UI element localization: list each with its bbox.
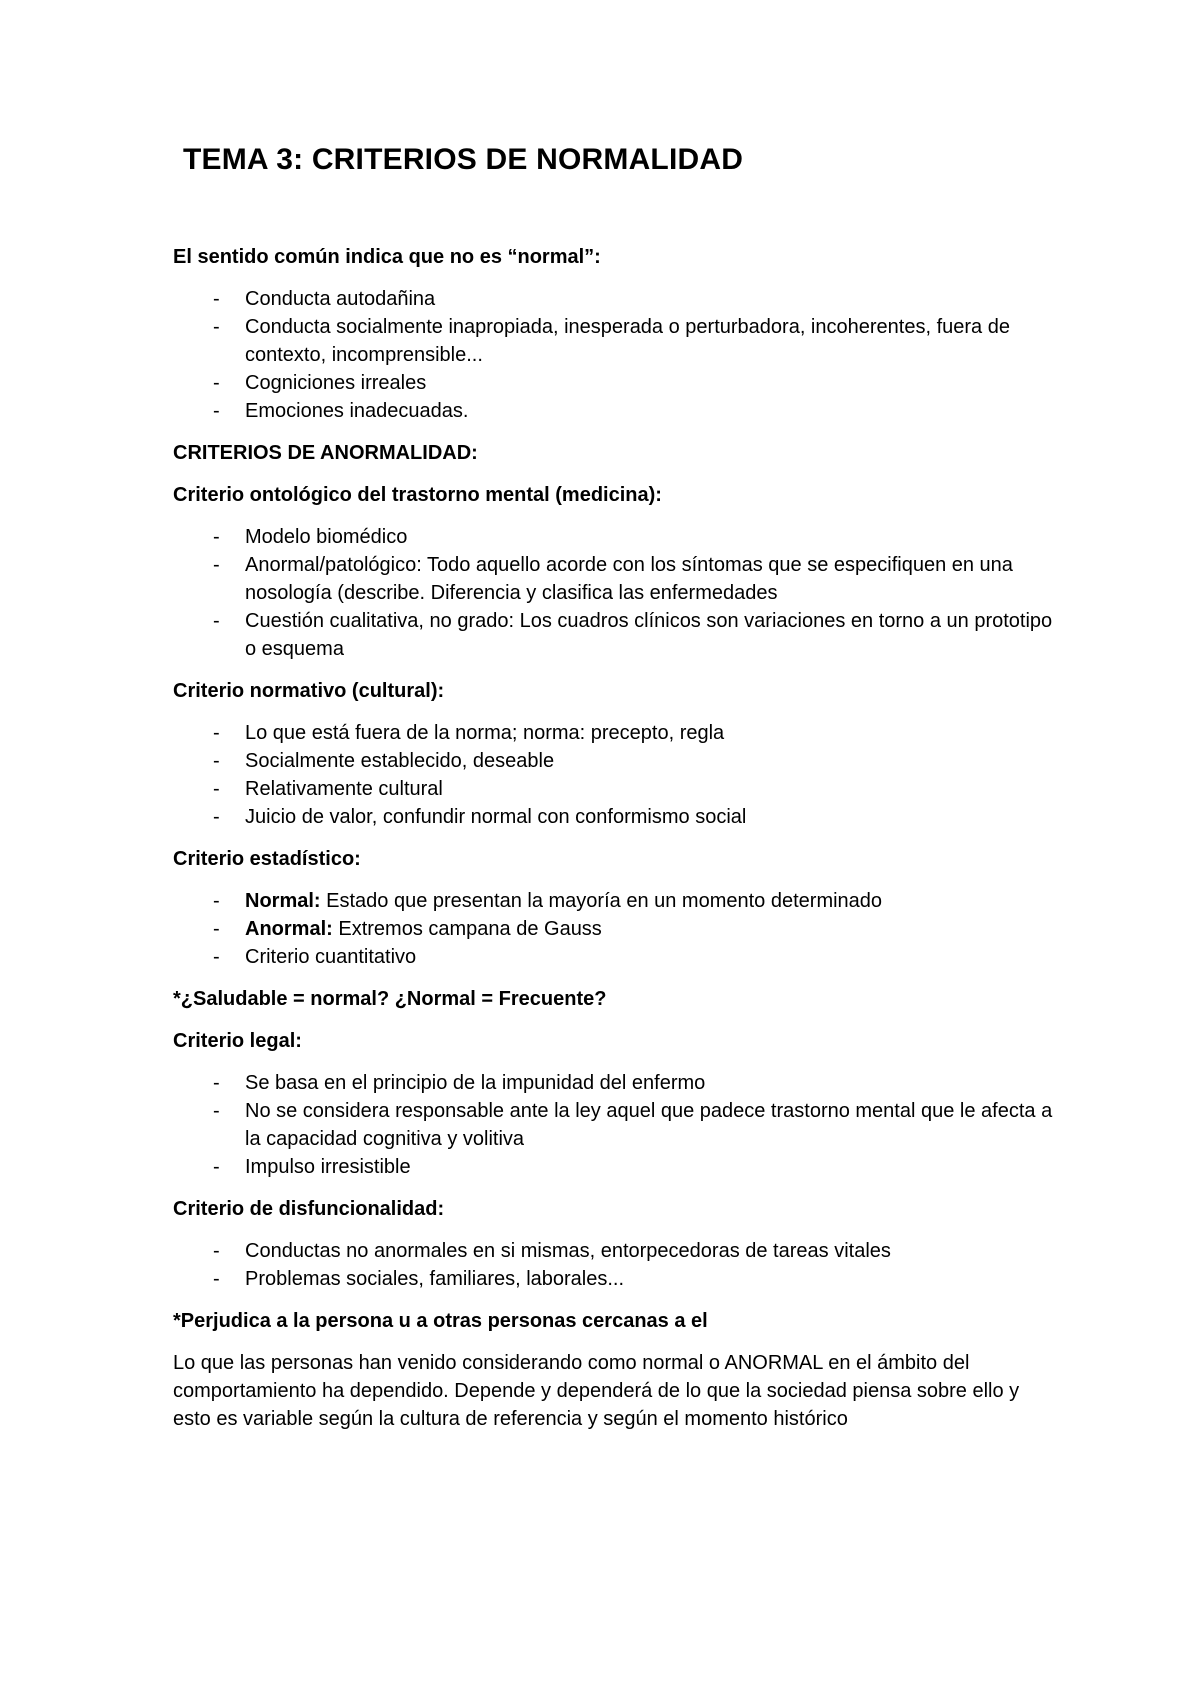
- dash-bullet: -: [213, 554, 220, 576]
- list-item: [173, 803, 1053, 831]
- normativo-heading: Criterio normativo (cultural):: [173, 680, 445, 702]
- dash-bullet: -: [213, 610, 220, 632]
- list-item: [173, 719, 1053, 747]
- list-item: [173, 1069, 1053, 1097]
- dash-bullet: -: [213, 1268, 220, 1290]
- list-item-text: Estado que presentan la mayoría en un momento determinado: [320, 890, 883, 912]
- dash-bullet: -: [213, 750, 220, 772]
- list-item-text: Cuestión cualitativa, no grado: Los cuadros clínicos son variaciones en torno a un prototipo o esquema: [245, 610, 1053, 660]
- list-item-text: Extremos campana de Gauss: [332, 918, 602, 940]
- list-item-text: Modelo biomédico: [245, 526, 408, 548]
- legal-heading: Criterio legal:: [173, 1030, 302, 1052]
- list-item: [173, 607, 1053, 663]
- legal-list: [173, 1069, 1053, 1181]
- list-item-text: Socialmente establecido, deseable: [245, 750, 555, 772]
- list-item: [173, 369, 1053, 397]
- dash-bullet: -: [213, 918, 220, 940]
- list-item-text: Conducta autodañina: [245, 288, 436, 310]
- estadistico-heading: Criterio estadístico:: [173, 848, 361, 870]
- list-item: [173, 775, 1053, 803]
- list-item-text: Cogniciones irreales: [245, 372, 427, 394]
- dash-bullet: -: [213, 372, 220, 394]
- estadistico-list: [173, 887, 1053, 971]
- list-item-text: No se considera responsable ante la ley aquel que padece trastorno mental que le afecta a la capacidad cognitiva y volitiva: [245, 1100, 1053, 1150]
- normal-label: Normal:: [245, 890, 321, 912]
- intro-heading: El sentido común indica que no es “normal”:: [173, 246, 601, 268]
- list-item-text: Impulso irresistible: [245, 1156, 411, 1178]
- dash-bullet: -: [213, 288, 220, 310]
- list-item-text: Juicio de valor, confundir normal con conformismo social: [245, 806, 747, 828]
- dash-bullet: -: [213, 316, 220, 338]
- list-item: [173, 551, 1053, 607]
- dash-bullet: -: [213, 1156, 220, 1178]
- list-item: [173, 887, 1053, 915]
- list-item-text: Problemas sociales, familiares, laborales...: [245, 1268, 625, 1290]
- disfuncionalidad-list: [173, 1237, 1053, 1293]
- dash-bullet: -: [213, 778, 220, 800]
- list-item-text: Conductas no anormales en si mismas, entorpecedoras de tareas vitales: [245, 1240, 891, 1262]
- list-item: [173, 1097, 1053, 1153]
- closing-paragraph: Lo que las personas han venido considerando como normal o ANORMAL en el ámbito del comportamiento ha dependido. Depende y dependerá de lo que la sociedad piensa sobre ello y esto es variable según la cultura de referencia y según el momento histórico: [173, 1352, 1020, 1430]
- dash-bullet: -: [213, 1072, 220, 1094]
- list-item-text: Lo que está fuera de la norma; norma: precepto, regla: [245, 722, 725, 744]
- question-note: *¿Saludable = normal? ¿Normal = Frecuente?: [173, 988, 607, 1010]
- list-item: [173, 397, 1053, 425]
- criteria-heading: CRITERIOS DE ANORMALIDAD:: [173, 442, 478, 464]
- list-item-text: Relativamente cultural: [245, 778, 443, 800]
- page-title: TEMA 3: CRITERIOS DE NORMALIDAD: [183, 143, 744, 176]
- intro-list: [173, 285, 1053, 425]
- dash-bullet: -: [213, 946, 220, 968]
- dash-bullet: -: [213, 1240, 220, 1262]
- list-item: [173, 313, 1053, 369]
- dash-bullet: -: [213, 400, 220, 422]
- document-body: [173, 243, 1053, 1433]
- dash-bullet: -: [213, 722, 220, 744]
- list-item: [173, 915, 1053, 943]
- list-item-text: Conducta socialmente inapropiada, inesperada o perturbadora, incoherentes, fuera de contexto, incomprensible...: [245, 316, 1010, 366]
- dash-bullet: -: [213, 526, 220, 548]
- list-item: [173, 1153, 1053, 1181]
- list-item-text: Se basa en el principio de la impunidad del enfermo: [245, 1072, 706, 1094]
- list-item: [173, 1265, 1053, 1293]
- list-item: [173, 943, 1053, 971]
- dash-bullet: -: [213, 806, 220, 828]
- normativo-list: [173, 719, 1053, 831]
- harm-note: *Perjudica a la persona u a otras personas cercanas a el: [173, 1310, 708, 1332]
- dash-bullet: -: [213, 890, 220, 912]
- ontologico-list: [173, 523, 1053, 663]
- list-item-text: Criterio cuantitativo: [245, 946, 417, 968]
- list-item: [173, 523, 1053, 551]
- list-item-text: Anormal/patológico: Todo aquello acorde con los síntomas que se especifiquen en una nosología (describe. Diferencia y clasifica las enfermedades: [245, 554, 1013, 604]
- list-item-text: Emociones inadecuadas.: [245, 400, 469, 422]
- ontologico-heading: Criterio ontológico del trastorno mental (medicina):: [173, 484, 662, 506]
- list-item: [173, 747, 1053, 775]
- anormal-label: Anormal:: [245, 918, 333, 940]
- dash-bullet: -: [213, 1100, 220, 1122]
- disfuncionalidad-heading: Criterio de disfuncionalidad:: [173, 1198, 445, 1220]
- list-item: [173, 285, 1053, 313]
- list-item: [173, 1237, 1053, 1265]
